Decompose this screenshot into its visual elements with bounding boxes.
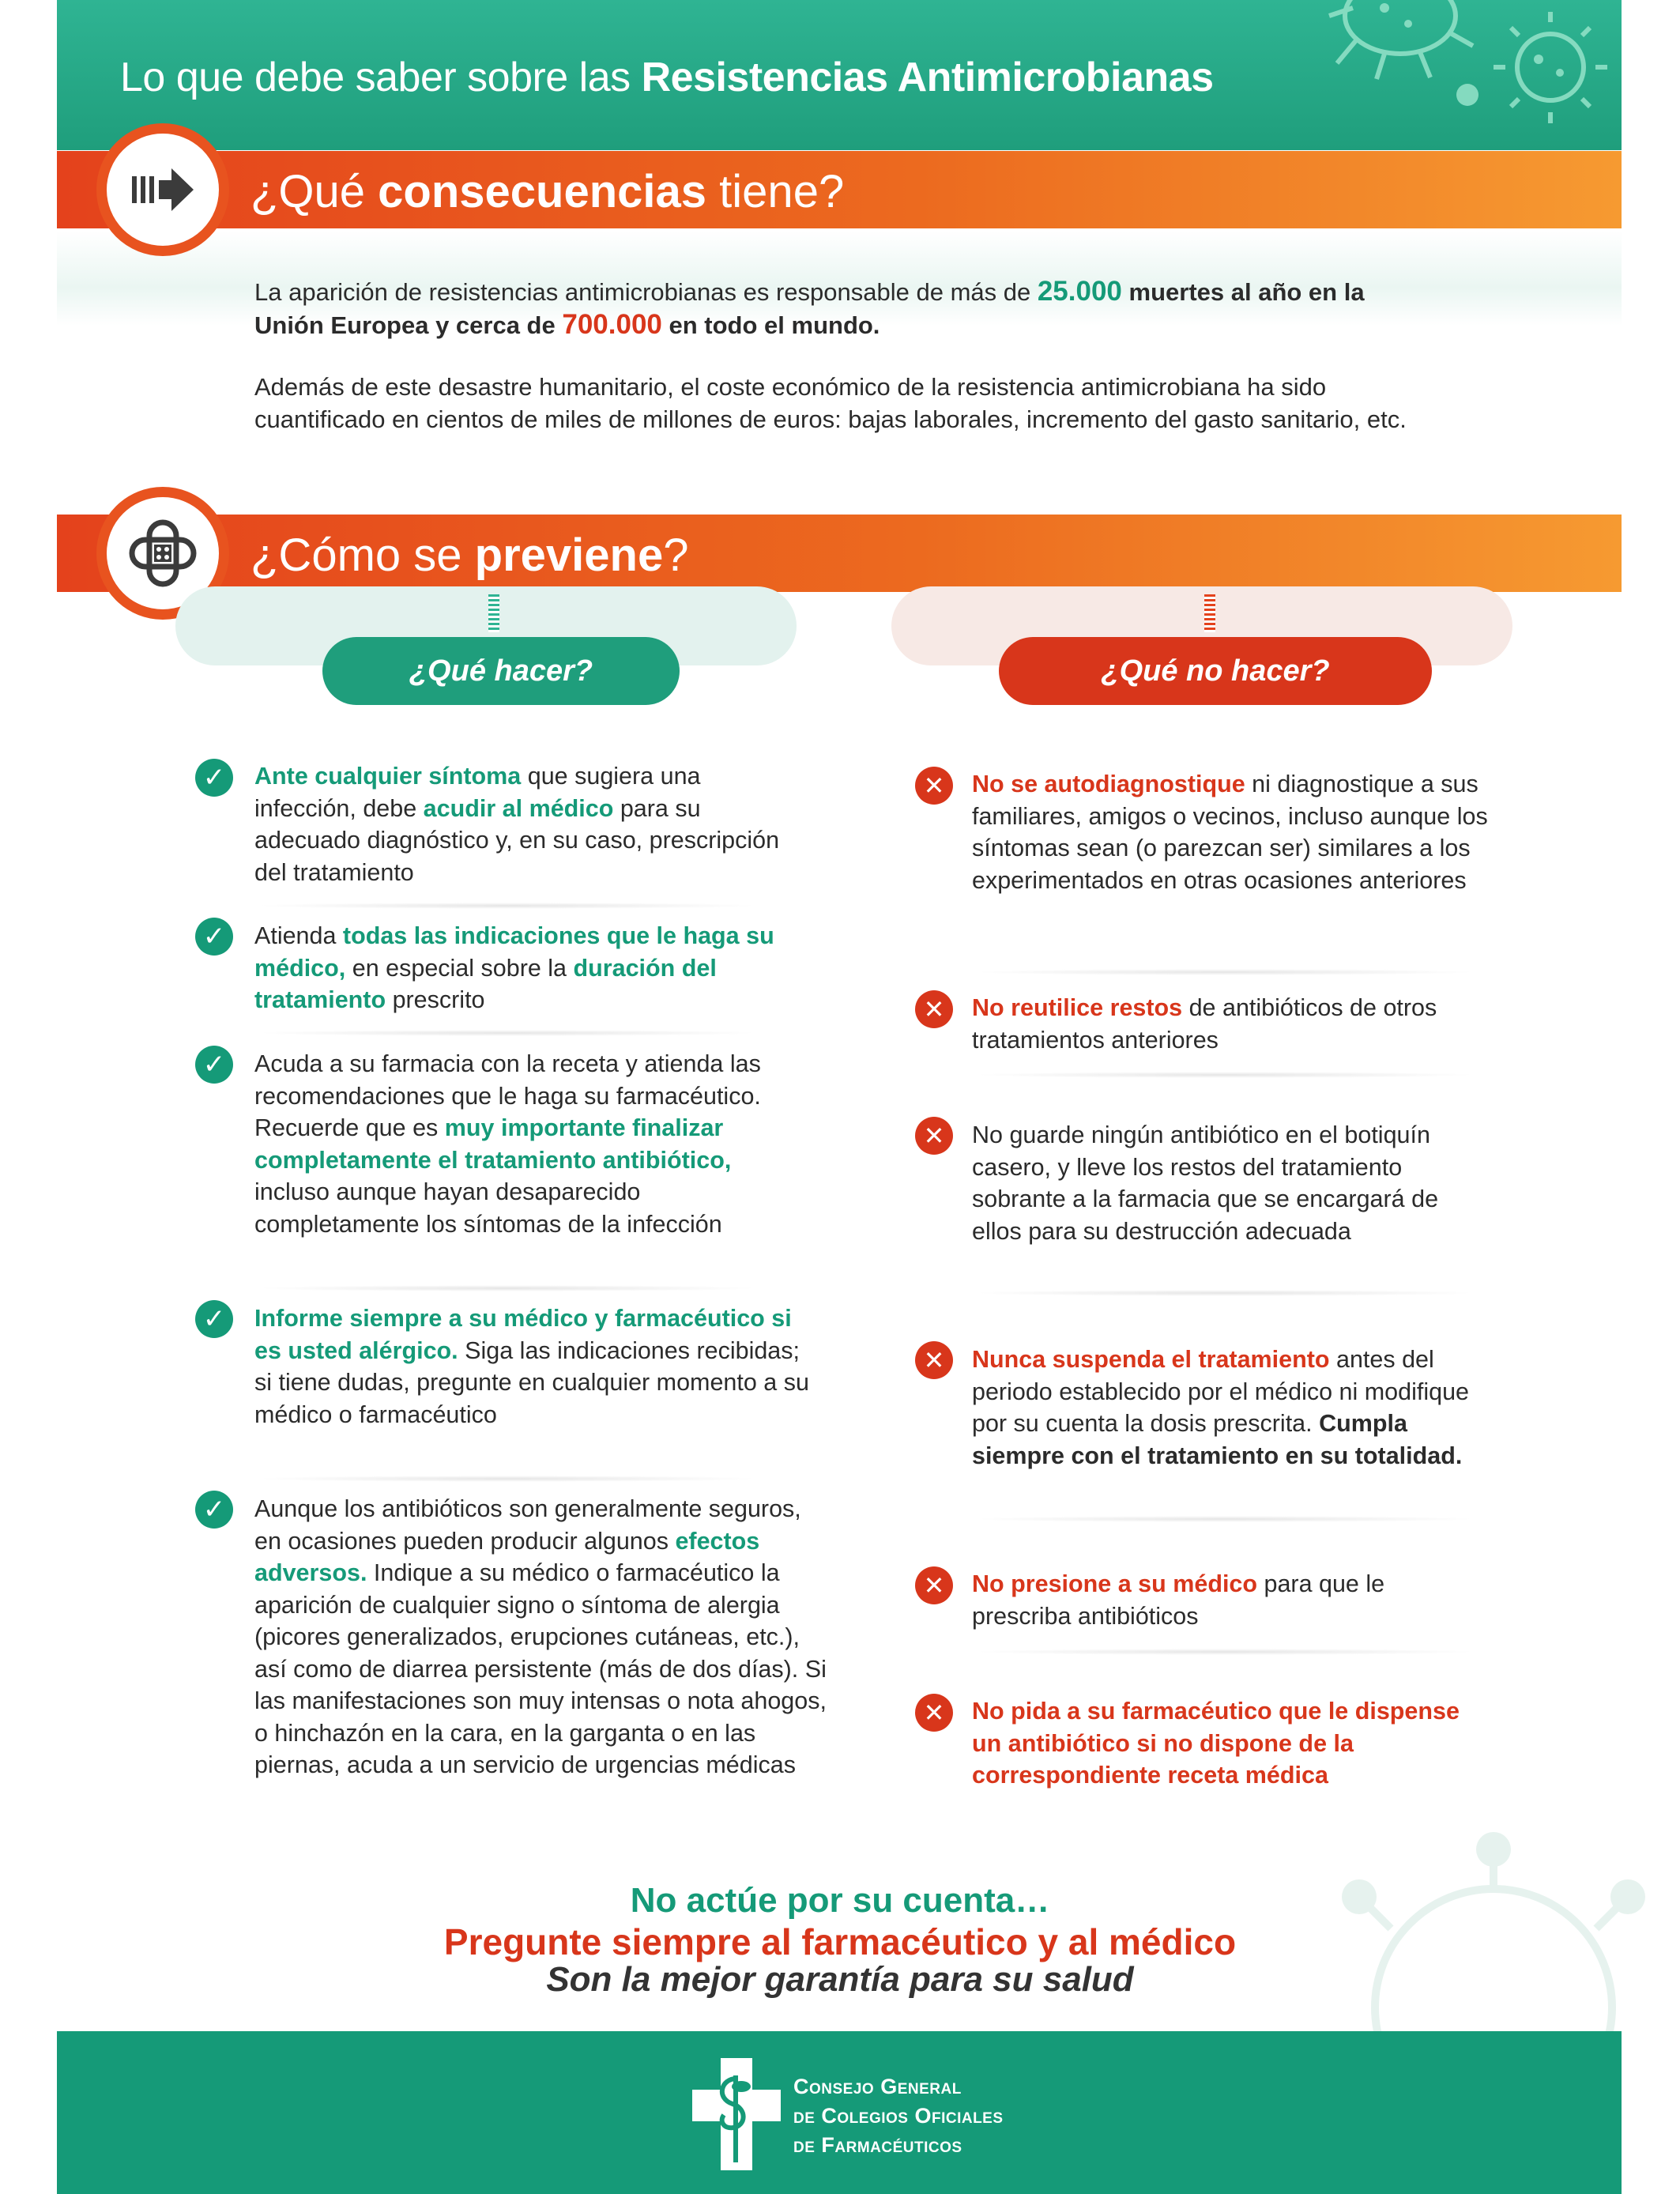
divider <box>972 1649 1478 1655</box>
dont-item-1: No se autodiagnostique ni diagnostique a sus familiares, amigos o vecinos, incluso aunque los síntomas sean (o parezcan ser) similares a los experimentados en otras ocasiones anteriores <box>972 771 1488 894</box>
x-icon: ✕ <box>915 1341 953 1379</box>
divider <box>972 969 1478 975</box>
x-icon: ✕ <box>915 767 953 805</box>
section-title-prevention: ¿Cómo se previene? <box>250 530 689 581</box>
arrow-badge <box>96 123 229 256</box>
x-icon: ✕ <box>915 990 953 1028</box>
divider <box>972 1516 1478 1522</box>
closing-line-1: No actúe por su cuenta… <box>630 1881 1050 1920</box>
do-heading: ¿Qué hacer? <box>322 637 680 705</box>
divider <box>254 1030 760 1036</box>
consequences-paragraph-1: La aparición de resistencias antimicrobianas es responsable de más de 25.000 muertes al año en la Unión Europea y cerca de 700.000 en todo el mundo. <box>254 276 1365 340</box>
x-icon: ✕ <box>915 1117 953 1155</box>
divider <box>254 1476 760 1482</box>
dont-heading: ¿Qué no hacer? <box>999 637 1432 705</box>
bacteria-icon <box>1290 0 1622 150</box>
section-bar-prevention <box>57 515 1622 592</box>
header-banner <box>57 0 1622 150</box>
do-item-3: Acuda a su farmacia con la receta y atienda las recomendaciones que le haga su farmacéutico. Recuerde que es muy importante finalizar completamente el tratamiento antibiótico, incluso aunque hayan desaparecido completamente los síntomas de la infección <box>254 1050 761 1238</box>
check-icon: ✓ <box>195 759 233 797</box>
closing-line-3: Son la mejor garantía para su salud <box>546 1960 1134 1999</box>
pharmacy-cross-logo <box>689 2055 784 2173</box>
footer <box>57 2031 1622 2194</box>
section-bar-consequences <box>57 151 1622 228</box>
check-icon: ✓ <box>195 918 233 956</box>
do-item-1: Ante cualquier síntoma que sugiera una infección, debe acudir al médico para su adecuado diagnóstico y, en su caso, prescripción del tratamiento <box>254 763 780 886</box>
consequences-paragraph-2: Además de este desastre humanitario, el coste económico de la resistencia antimicrobiana ha sido cuantificado en cientos de miles de millones de euros: bajas laborales, incremento del gasto sanitario, etc. <box>254 373 1407 433</box>
dont-item-4: Nunca suspenda el tratamiento antes del periodo establecido por el médico ni modifique por su cuenta la dosis prescrita. Cumpla siempre con el tratamiento en su totalidad. <box>972 1346 1470 1469</box>
dont-connector <box>1204 594 1215 632</box>
x-icon: ✕ <box>915 1566 953 1604</box>
check-icon: ✓ <box>195 1491 233 1529</box>
dont-item-2: No reutilice restos de antibióticos de otros tratamientos anteriores <box>972 994 1437 1054</box>
section-title-consequences: ¿Qué consecuencias tiene? <box>250 166 845 217</box>
dont-item-5: No presione a su médico para que le prescriba antibióticos <box>972 1570 1385 1630</box>
do-item-5: Aunque los antibióticos son generalmente seguros, en ocasiones pueden producir algunos efectos adversos. Indique a su médico o farmacéutico la aparición de cualquier signo o síntoma de alergia (picores generalizados, erupciones cutáneas, etc.), así como de diarrea persistente (más de dos días). Si las manifestaciones son muy intensas o nota ahogos, o hinchazón en la cara, en la garganta o en las piernas, acuda a un servicio de urgencias médicas <box>254 1495 827 1778</box>
bandage-icon <box>126 516 200 590</box>
do-item-4: Informe siempre a su médico y farmacéutico si es usted alérgico. Siga las indicaciones recibidas; si tiene dudas, pregunte en cualquier momento a su médico o farmacéutico <box>254 1305 809 1428</box>
page-title: Lo que debe saber sobre las Resistencias Antimicrobianas <box>120 55 1214 100</box>
dont-item-3: No guarde ningún antibiótico en el botiquín casero, y lleve los restos del tratamiento sobrante a la farmacia que se encargará de ellos para su destrucción adecuada <box>972 1122 1439 1245</box>
dont-item-6: No pida a su farmacéutico que le dispense un antibiótico si no dispone de la correspondiente receta médica <box>972 1698 1460 1789</box>
check-icon: ✓ <box>195 1300 233 1338</box>
organization-name: Consejo General de Colegios Oficiales de Farmacéuticos <box>793 2075 1004 2157</box>
divider <box>254 903 760 909</box>
closing-line-2: Pregunte siempre al farmacéutico y al médico <box>443 1921 1237 1962</box>
check-icon: ✓ <box>195 1046 233 1084</box>
divider <box>972 1072 1478 1078</box>
do-connector <box>488 594 499 632</box>
do-item-2: Atienda todas las indicaciones que le haga su médico, en especial sobre la duración del tratamiento prescrito <box>254 922 774 1013</box>
divider <box>254 1285 760 1291</box>
divider <box>972 1290 1478 1296</box>
arrow-right-icon <box>126 153 200 227</box>
x-icon: ✕ <box>915 1694 953 1732</box>
